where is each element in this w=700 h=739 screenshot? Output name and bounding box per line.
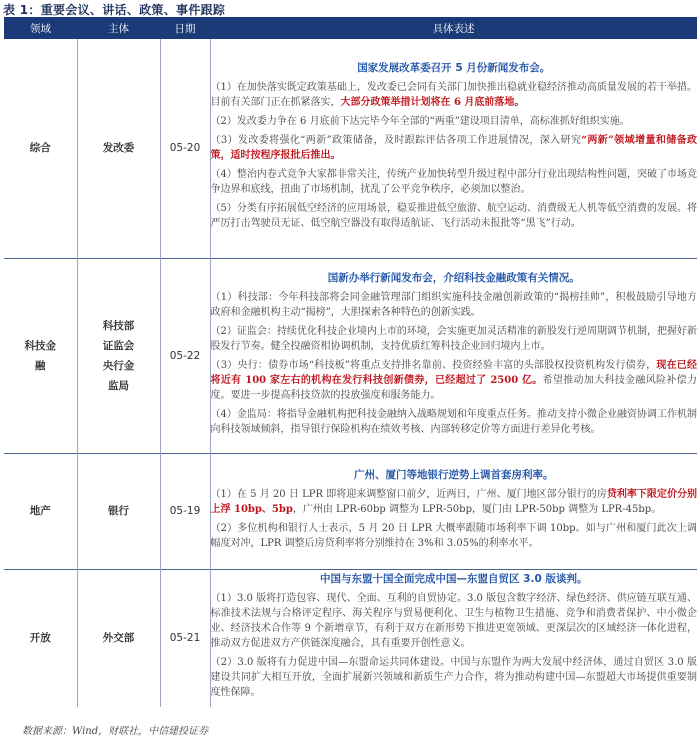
paragraph-text: （3）央行：债券市场“科技板”将重点支持排名靠前、投资经验丰富的头部股权投资机构发行债券， xyxy=(210,359,657,371)
table-row xyxy=(4,569,697,707)
table-row xyxy=(4,258,697,453)
detail-cell xyxy=(210,39,697,258)
highlight-text: 贷利率下限定价分别上浮 10bp、5bp xyxy=(210,488,698,515)
detail-paragraph xyxy=(211,591,698,651)
detail-paragraph xyxy=(211,655,698,700)
event-headline: 中国与东盟十国全面完成中国—东盟自贸区 3.0 版谈判。 xyxy=(320,573,588,586)
column-header-subject: 主体 xyxy=(77,17,160,39)
detail-paragraph xyxy=(211,201,698,231)
paragraph-text: （1）在 5 月 20 日 LPR 即将迎来调整窗口前夕，近两日，广州、厦门地区部分银行的房 xyxy=(210,488,607,500)
detail-paragraph xyxy=(211,290,698,320)
detail-paragraph xyxy=(211,324,698,354)
highlight-text: 现在已经将近有 100 家左右的机构在发行科技创新债券，已经超过了 2500 亿。 xyxy=(210,359,697,386)
table-title: 表 1：重要会议、讲话、政策、事件跟踪 xyxy=(3,3,226,17)
subject-cell: 银行 xyxy=(77,453,160,569)
subject-cell: 科技部证监会央行金监局 xyxy=(77,258,160,453)
column-header-date: 日期 xyxy=(160,17,210,39)
sector-cell: 地产 xyxy=(4,453,77,569)
date-cell: 05-20 xyxy=(160,39,210,258)
sector-cell: 科技金融 xyxy=(4,258,77,453)
detail-paragraph xyxy=(211,487,698,517)
date-cell: 05-21 xyxy=(160,569,210,707)
data-source-note: 数据来源：Wind，财联社，中信建投证券 xyxy=(22,726,209,737)
detail-cell xyxy=(210,258,697,453)
detail-paragraph xyxy=(211,358,698,403)
paragraph-text: （3）发改委将强化“两新”政策储备，及时跟踪评估各项工作进展情况，深入研究 xyxy=(210,135,582,147)
date-cell: 05-19 xyxy=(160,453,210,569)
date-cell: 05-22 xyxy=(160,258,210,453)
table-row xyxy=(4,39,697,258)
paragraph-text: （2）发改委力争在 6 月底前下达完毕今年全部的“两重”建设项目清单，高标准抓好组织实施。 xyxy=(210,116,630,128)
event-headline: 广州、厦门等地银行逆势上调首套房利率。 xyxy=(354,468,554,481)
paragraph-text: （2）3.0 版将有力促进中国—东盟命运共同体建设。中国与东盟作为两大发展中经济体，通过自贸区 3.0 版建设共同扩大相互开放，全面扩展新兴领域和新质生产力合作，将为推动构建中国—东盟超大市场提供重要制度性保障。 xyxy=(210,657,697,699)
paragraph-text: （1）3.0 版将打造包容、现代、全面、互利的自贸协定。3.0 版包含数字经济、绿色经济、供应链互联互通、标准技术法规与合格评定程序、海关程序与贸易便利化、卫生与植物卫生措施、竞争和消费者保护、中小微企业、经济技术合作等 9 个新增章节，有利于双方在新形势下推进更宽领域、更深层次的区域经济一体化进程，推动双方促进双方产供链深度融合，具有重要开创性意义。 xyxy=(210,593,697,650)
sector-cell: 综合 xyxy=(4,39,77,258)
detail-paragraph xyxy=(211,167,698,197)
detail-paragraph xyxy=(211,80,698,110)
detail-paragraph xyxy=(211,114,698,129)
event-tracking-table xyxy=(4,17,697,707)
paragraph-text: （4）整治内卷式竞争大家都非常关注，传统产业加快转型升级过程中部分行业出现结构性问题，突破了市场竞争边界和底线，扭曲了市场机制，扰乱了公平竞争秩序，必须加以整治。 xyxy=(210,169,697,196)
paragraph-list xyxy=(211,591,698,700)
table-row xyxy=(4,453,697,569)
subject-cell: 发改委 xyxy=(77,39,160,258)
paragraph-text: （2）多位机构和银行人士表示，5 月 20 日 LPR 大概率跟随市场利率下调 10bp。如与广州和厦门此次上调幅度对冲，LPR 调整后房贷利率将分别维持在 3%和 3.05%的利率水平。 xyxy=(210,522,697,549)
event-headline: 国家发展改革委召开 5 月份新闻发布会。 xyxy=(357,62,551,75)
paragraph-text: （1）在加快落实既定政策基础上，发改委已会同有关部门加快推出稳就业稳经济推动高质量发展的若干举措。目前有关部门正在抓紧落实， xyxy=(210,82,697,109)
highlight-text: “两新”领域增量和储备政策，适时按程序报批后推出。 xyxy=(210,135,697,162)
sector-cell: 开放 xyxy=(4,569,77,707)
detail-paragraph xyxy=(211,407,698,437)
table-header-row xyxy=(4,17,697,39)
column-header-sector: 领域 xyxy=(4,17,77,39)
column-header-detail: 具体表述 xyxy=(210,17,697,39)
paragraph-list xyxy=(211,290,698,437)
detail-cell xyxy=(210,453,697,569)
detail-paragraph xyxy=(211,521,698,551)
paragraph-list xyxy=(211,487,698,551)
paragraph-text: ，广州由 LPR-60bp 调整为 LPR-50bp，厦门由 LPR-50bp 调整为 LPR-45bp。 xyxy=(292,503,662,515)
event-headline: 国新办举行新闻发布会，介绍科技金融政策有关情况。 xyxy=(327,271,580,284)
highlight-text: 大部分政策举措计划将在 6 月底前落地。 xyxy=(340,97,525,109)
paragraph-list xyxy=(211,80,698,231)
paragraph-text: （1）科技部：今年科技部将会同金融管理部门组织实施科技金融创新政策的“揭榜挂帅”，积极鼓励引导地方政府和金融机构主动“揭榜”，大胆探索各种特色的创新实践。 xyxy=(210,291,697,318)
detail-cell xyxy=(210,569,697,707)
paragraph-text: （5）分类有序拓展低空经济的应用场景，稳妥推进低空旅游、航空运动、消费级无人机等低空消费的发展。将严厉打击驾驶员无证、低空航空器没有取得适航证、飞行活动未报批等“黑飞”行动。 xyxy=(210,203,697,230)
paragraph-text: （4）金监局：将指导金融机构把科技金融纳入战略规划和年度重点任务。推动支持小微企业融资协调工作机制向科技领域倾斜，指导银行保险机构在绩效考核、内部转移定价等方面进行差异化考核。 xyxy=(210,408,697,435)
detail-paragraph xyxy=(211,133,698,163)
paragraph-text: 希望推动加大科技金融风险补偿力度。要进一步提高科技贷款的投放强度和服务能力。 xyxy=(210,374,698,401)
paragraph-text: （2）证监会：持续优化科技企业境内上市的环境，会实施更加灵活精准的新股发行逆周期调节机制，把握好新股发行节奏。健全投融资相协调机制，支持优质红筹科技企业回归境内上市。 xyxy=(210,325,697,352)
subject-cell: 外交部 xyxy=(77,569,160,707)
